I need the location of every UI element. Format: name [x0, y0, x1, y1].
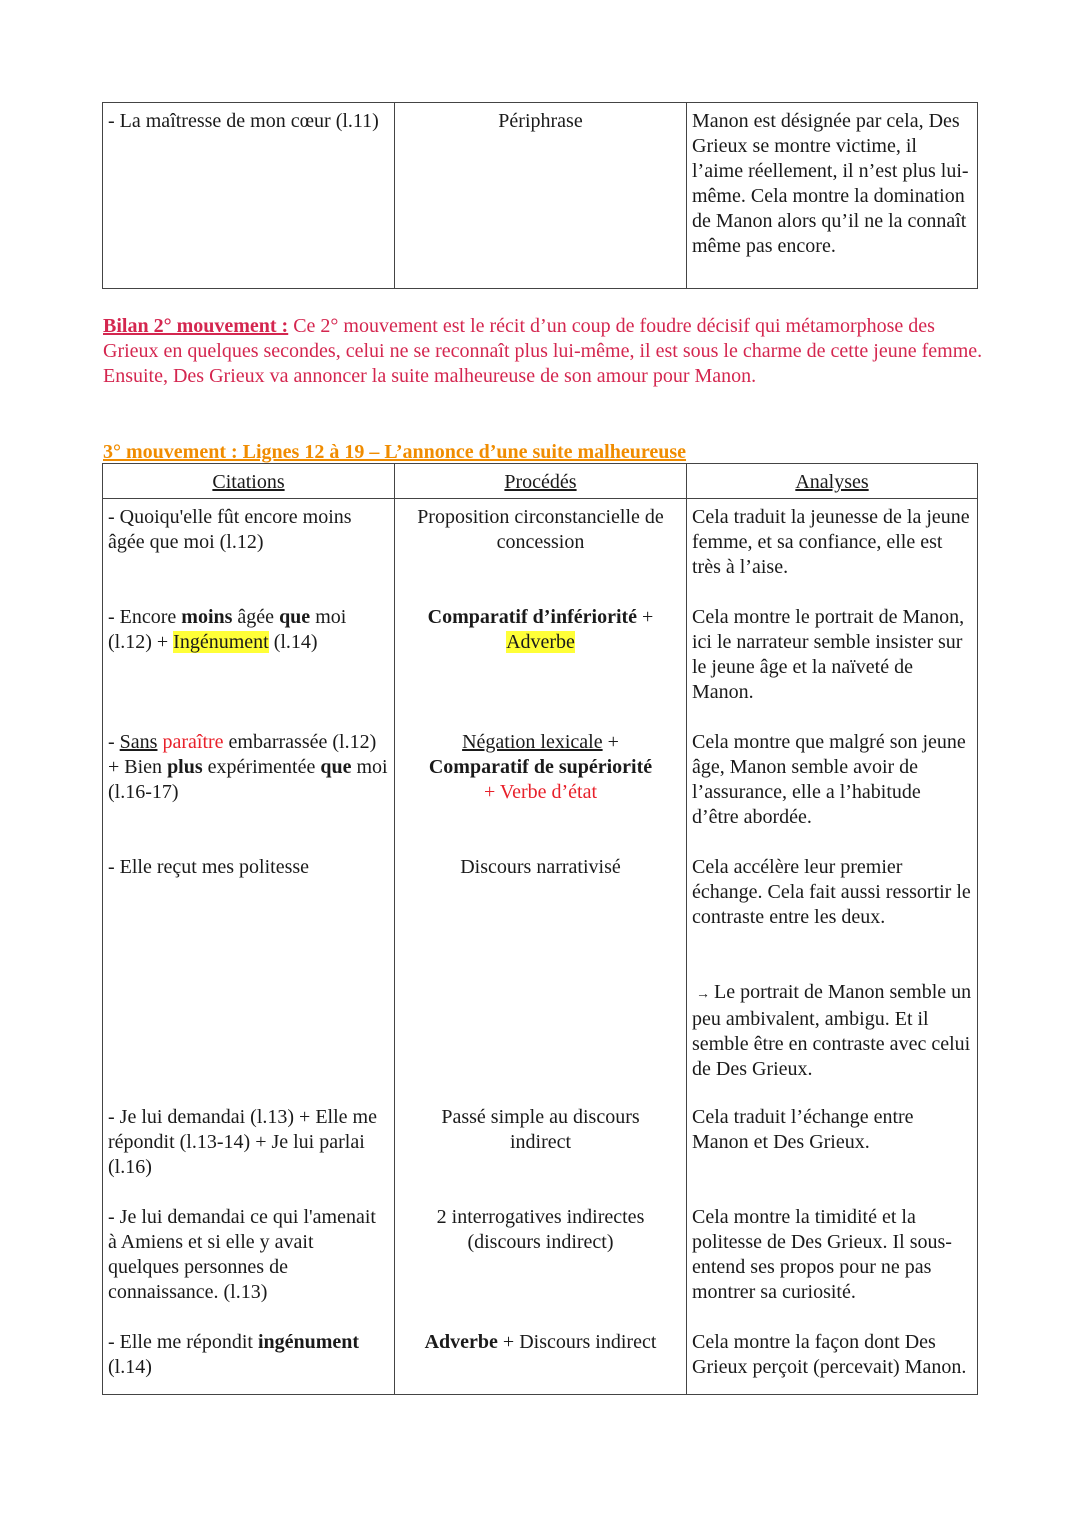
analyse-4: Cela accélère leur premier échange. Cela fait aussi ressortir le contraste entre les deux. → Le portrait de Manon semble un peu ambivalent, ambigu. Et il semble être en contraste avec celui de Des Grieux. [692, 856, 972, 1080]
bilan-line2: Ensuite, Des Grieux va annoncer la suite malheureuse de son amour pour Manon. [103, 365, 757, 387]
bilan-label: Bilan 2° mouvement : [103, 315, 289, 337]
procede-2: Comparatif d’infériorité + Adverbe [427, 606, 654, 653]
procede-cell: Périphrase [395, 103, 687, 289]
procedes-column [395, 499, 687, 1395]
procede-6: 2 interrogatives indirectes (discours indirect) [436, 1206, 645, 1253]
table-mouvement-3 [102, 463, 978, 1395]
table-header-row [103, 464, 978, 499]
header-citations: Citations [103, 464, 395, 499]
citation-1: - Quoiqu'elle fût encore moins âgée que moi (l.12) [108, 506, 352, 553]
table-row [103, 103, 978, 289]
procede-3: Négation lexicale + Comparatif de supériorité + Verbe d’état [428, 731, 653, 803]
analyse-3: Cela montre que malgré son jeune âge, Manon semble avoir de l’assurance, elle a l’habitude d’être abordée. [692, 731, 966, 828]
mouvement-3-title: 3° mouvement : Lignes 12 à 19 – L’annonce d’une suite malheureuse [103, 441, 687, 463]
analyse-cell: Manon est désignée par cela, Des Grieux se montre victime, il l’aime réellement, il n’est plus lui-même. Cela montre la domination de Manon alors qu’il ne la connaît même pas encore. [687, 103, 978, 289]
analyse-6: Cela montre la timidité et la politesse de Des Grieux. Il sous-entend ses propos pour ne pas montrer sa curiosité. [692, 1206, 952, 1303]
header-analyses: Analyses [687, 464, 978, 499]
citations-column [103, 499, 395, 1395]
procede-5: Passé simple au discours indirect [441, 1106, 640, 1153]
header-procedes: Procédés [395, 464, 687, 499]
citation-7: - Elle me répondit ingénument (l.14) [108, 1331, 360, 1378]
citation-4: - Elle reçut mes politesse [108, 856, 310, 878]
analyse-5: Cela traduit l’échange entre Manon et Des Grieux. [692, 1106, 914, 1153]
table-row-body [103, 499, 978, 1395]
citation-6: - Je lui demandai ce qui l'amenait à Amiens et si elle y avait quelques personnes de connaissance. (l.13) [108, 1206, 376, 1303]
citation-cell: - La maîtresse de mon cœur (l.11) [103, 103, 395, 289]
citation-3: - Sans paraître embarrassée (l.12) + Bien plus expérimentée que moi (l.16-17) [108, 731, 388, 803]
analyse-1: Cela traduit la jeunesse de la jeune femme, et sa confiance, elle est très à l’aise. [692, 506, 970, 578]
bilan-text: Ce 2° mouvement est le récit d’un coup de foudre décisif qui métamorphose des Grieux en quelques secondes, celui ne se reconnaît plus lui-même, il est sous le charme de cette jeune femme. [103, 315, 983, 362]
citation-5: - Je lui demandai (l.13) + Elle me répondit (l.13-14) + Je lui parlai (l.16) [108, 1106, 377, 1178]
analyse-2: Cela montre le portrait de Manon, ici le narrateur semble insister sur le jeune âge et la naïveté de Manon. [692, 606, 965, 703]
bilan-paragraph [103, 314, 983, 389]
analyses-column [687, 499, 978, 1395]
procede-7: Adverbe + Discours indirect [424, 1331, 657, 1353]
procede-4: Discours narrativisé [460, 856, 621, 878]
table-mouvement-2-end [102, 102, 978, 289]
citation-2: - Encore moins âgée que moi (l.12) + Ingénument (l.14) [108, 606, 347, 653]
procede-1: Proposition circonstancielle de concession [417, 506, 664, 553]
arrow-icon: → [696, 987, 710, 1002]
analyse-7: Cela montre la façon dont Des Grieux perçoit (percevait) Manon. [692, 1331, 967, 1378]
